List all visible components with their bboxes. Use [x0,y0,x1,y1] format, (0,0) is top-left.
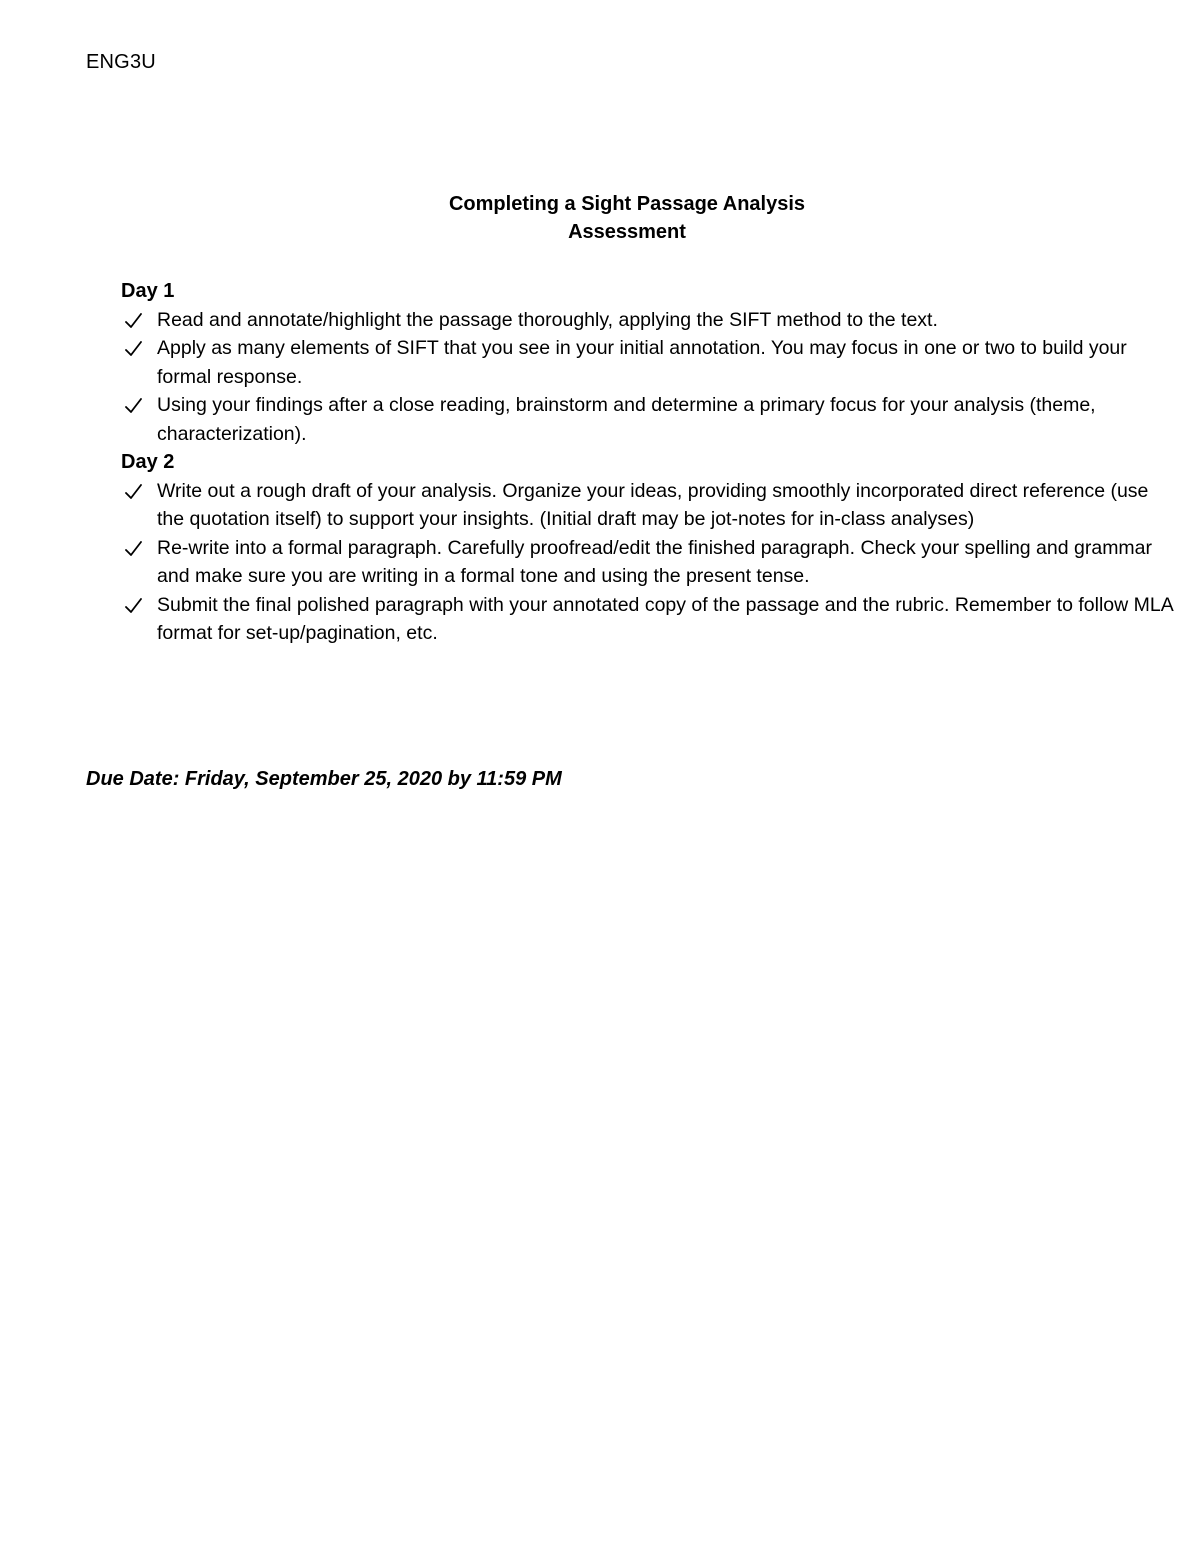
checkmark-icon [123,591,145,619]
checkmark-icon [123,334,145,362]
title-main: Completing a Sight Passage Analysis [448,193,806,215]
task-text: Write out a rough draft of your analysis. Organize your ideas, providing smoothly incorporated direct reference (use the quotation itself) to support your insights. (Initial draft may be jot-notes for in-class analyses) [157,479,1149,530]
day-1-task-list [121,306,1179,449]
day-2-heading: Day 2 [121,451,175,473]
checkmark-icon [123,477,145,505]
list-item [121,306,1179,335]
due-date: Due Date: Friday, September 25, 2020 by 11:59 PM [86,768,562,790]
list-item [121,334,1179,391]
task-text: Using your findings after a close reading, brainstorm and determine a primary focus for your analysis (theme, characterization). [157,394,1096,445]
course-code: ENG3U [86,51,156,73]
checkmark-icon [123,534,145,562]
task-text: Apply as many elements of SIFT that you see in your initial annotation. You may focus in one or two to build your formal response. [157,337,1127,388]
day-2-task-list [121,477,1179,648]
instructions [121,277,1179,648]
list-item [121,391,1179,448]
list-item [121,477,1179,534]
day-1-heading: Day 1 [121,280,175,302]
list-item [121,591,1179,648]
task-text: Submit the final polished paragraph with your annotated copy of the passage and the rubric. Remember to follow MLA format for set-up/pagination, etc. [157,593,1173,644]
title-sub: Assessment [568,221,686,243]
checkmark-icon [123,306,145,334]
task-text: Re-write into a formal paragraph. Carefully proofread/edit the finished paragraph. Check your spelling and grammar and make sure you are writing in a formal tone and using the present tense. [157,536,1153,587]
list-item [121,534,1179,591]
checkmark-icon [123,391,145,419]
task-text: Read and annotate/highlight the passage thoroughly, applying the SIFT method to the text. [157,308,938,331]
document-title [0,190,1200,246]
